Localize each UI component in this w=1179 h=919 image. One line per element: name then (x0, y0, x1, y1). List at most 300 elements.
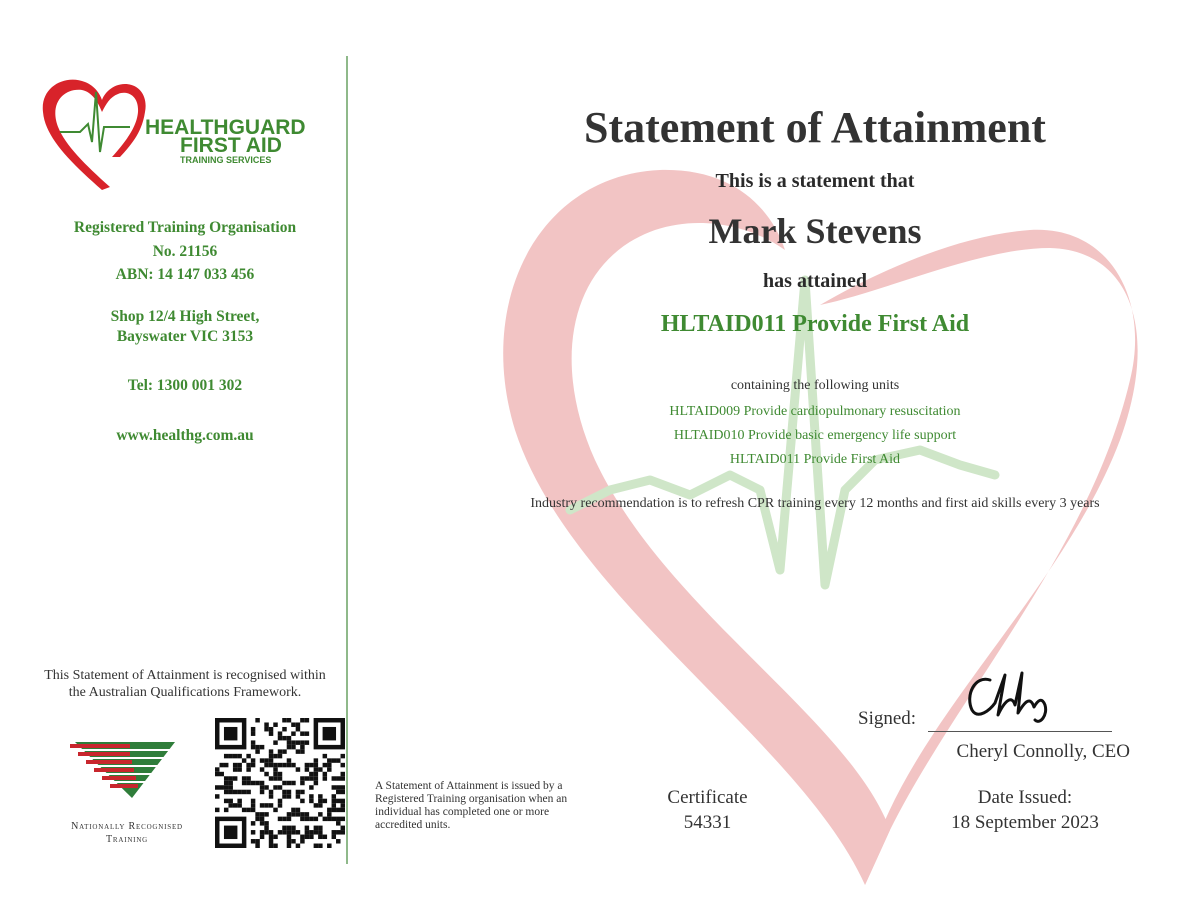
unit-item: HLTAID010 Provide basic emergency life support (673, 428, 957, 443)
nrt-label (52, 820, 202, 846)
logo-line2: FIRST AID (180, 134, 282, 157)
qr-module (282, 794, 286, 798)
qr-module (323, 817, 327, 821)
qr-module (224, 799, 228, 803)
qr-module (278, 817, 282, 821)
qr-module (273, 772, 277, 776)
qr-module (273, 785, 277, 789)
qr-module (314, 781, 318, 785)
qr-module (269, 844, 273, 848)
qr-module (255, 817, 259, 821)
qr-module (233, 803, 237, 807)
qr-module (305, 776, 309, 780)
abn: ABN: 14 147 033 456 (115, 266, 255, 283)
qr-module (278, 772, 282, 776)
qr-module (300, 781, 304, 785)
qr-module (323, 776, 327, 780)
date-issued-label: Date Issued: (977, 787, 1073, 808)
qr-module (269, 776, 273, 780)
qr-module (215, 794, 219, 798)
qr-module (323, 835, 327, 839)
qr-module (332, 808, 336, 812)
qr-module (224, 785, 228, 789)
qr-module (305, 835, 309, 839)
qr-module (260, 785, 264, 789)
qr-module (246, 776, 250, 780)
qr-module (269, 727, 273, 731)
qr-module (300, 799, 304, 803)
qr-module (309, 776, 313, 780)
qr-module (314, 772, 318, 776)
qr-finder-pattern (323, 727, 336, 740)
refresh-recommendation: Industry recommendation is to refresh CPR training every 12 months and first aid skills every 3 years (530, 496, 1100, 511)
rto-label: Registered Training Organisation (73, 219, 297, 236)
qr-module (287, 781, 291, 785)
qr-module (314, 803, 318, 807)
qr-module (300, 745, 304, 749)
qr-module (327, 767, 331, 771)
qr-module (318, 767, 322, 771)
qr-module (251, 727, 255, 731)
qr-module (251, 731, 255, 735)
qr-module (336, 830, 340, 834)
qr-module (291, 722, 295, 726)
qr-module (296, 844, 300, 848)
qr-module (269, 835, 273, 839)
qr-module (273, 767, 277, 771)
qr-module (291, 781, 295, 785)
qr-module (305, 812, 309, 816)
qr-module (341, 826, 345, 830)
qr-module (255, 839, 259, 843)
qr-module (251, 781, 255, 785)
qr-module (300, 740, 304, 744)
qr-finder-pattern (224, 826, 237, 839)
qr-module (336, 808, 340, 812)
qr-module (260, 790, 264, 794)
attained-text: has attained (763, 270, 867, 292)
logo-line3: TRAINING SERVICES (180, 155, 272, 165)
qr-module (287, 826, 291, 830)
qr-module (309, 835, 313, 839)
qr-module (260, 767, 264, 771)
qr-module (341, 754, 345, 758)
qr-module (287, 844, 291, 848)
qr-module (296, 749, 300, 753)
qr-module (260, 745, 264, 749)
qr-module (228, 803, 232, 807)
qr-module (233, 790, 237, 794)
qr-module (336, 839, 340, 843)
qr-module (251, 830, 255, 834)
qr-module (332, 817, 336, 821)
qr-module (264, 821, 268, 825)
qr-module (309, 794, 313, 798)
qr-module (260, 835, 264, 839)
qr-module (327, 808, 331, 812)
qr-module (332, 803, 336, 807)
qr-module (278, 736, 282, 740)
qr-module (296, 740, 300, 744)
qr-module (300, 812, 304, 816)
qr-module (300, 790, 304, 794)
qr-module (264, 758, 268, 762)
certificate-label: Certificate (667, 787, 748, 808)
qr-module (309, 817, 313, 821)
issue-note: A Statement of Attainment is issued by a Registered Training organisation when an individual has completed one or more accredited units. (375, 780, 568, 831)
qr-module (282, 749, 286, 753)
qr-module (282, 790, 286, 794)
qr-code[interactable] (215, 718, 345, 848)
qr-module (296, 808, 300, 812)
qr-module (224, 763, 228, 767)
qr-module (269, 830, 273, 834)
qr-module (300, 839, 304, 843)
qr-module (287, 758, 291, 762)
qr-module (287, 839, 291, 843)
qr-module (251, 758, 255, 762)
qr-module (251, 763, 255, 767)
qr-module (318, 803, 322, 807)
qr-module (332, 776, 336, 780)
qr-module (255, 844, 259, 848)
qr-module (278, 803, 282, 807)
qr-module (300, 749, 304, 753)
qr-module (291, 812, 295, 816)
qr-module (341, 785, 345, 789)
qr-module (332, 794, 336, 798)
qr-module (264, 727, 268, 731)
qr-module (314, 767, 318, 771)
qr-module (237, 763, 241, 767)
qr-finder-pattern (224, 727, 237, 740)
qr-module (251, 803, 255, 807)
qr-module (318, 794, 322, 798)
qr-module (296, 794, 300, 798)
qr-module (327, 817, 331, 821)
qr-module (332, 758, 336, 762)
address-line2: Bayswater VIC 3153 (116, 328, 254, 345)
qr-module (251, 740, 255, 744)
qr-module (264, 830, 268, 834)
qr-module (296, 790, 300, 794)
qr-module (278, 785, 282, 789)
qr-module (296, 830, 300, 834)
address-line1: Shop 12/4 High Street, (110, 308, 260, 325)
qr-module (242, 758, 246, 762)
qr-module (327, 844, 331, 848)
qr-module (282, 727, 286, 731)
qr-module (246, 763, 250, 767)
unit-item: HLTAID009 Provide cardiopulmonary resuscitation (669, 404, 961, 419)
qr-module (251, 821, 255, 825)
qr-module (341, 776, 345, 780)
qr-module (327, 812, 331, 816)
qr-module (228, 754, 232, 758)
qr-module (314, 826, 318, 830)
qr-module (282, 817, 286, 821)
qr-module (287, 817, 291, 821)
qr-module (273, 844, 277, 848)
handwritten-signature (960, 665, 1080, 727)
qr-module (255, 749, 259, 753)
qr-module (242, 808, 246, 812)
qr-module (273, 776, 277, 780)
qr-module (224, 776, 228, 780)
qr-module (246, 754, 250, 758)
qr-module (305, 767, 309, 771)
qr-module (269, 794, 273, 798)
qr-module (278, 749, 282, 753)
qr-module (269, 803, 273, 807)
qr-module (228, 799, 232, 803)
qr-module (314, 776, 318, 780)
qr-module (309, 830, 313, 834)
qr-module (278, 830, 282, 834)
qr-module (273, 835, 277, 839)
qr-module (309, 763, 313, 767)
qr-module (215, 772, 219, 776)
qr-module (318, 799, 322, 803)
qr-module (278, 731, 282, 735)
qr-module (224, 808, 228, 812)
qr-module (341, 799, 345, 803)
unit-item: HLTAID011 Provide First Aid (729, 452, 901, 467)
qr-module (219, 763, 223, 767)
qr-module (291, 740, 295, 744)
qr-module (251, 808, 255, 812)
qr-module (273, 740, 277, 744)
qr-module (296, 812, 300, 816)
qr-module (318, 830, 322, 834)
qr-module (314, 758, 318, 762)
qr-module (269, 754, 273, 758)
qr-module (341, 830, 345, 834)
qr-module (269, 758, 273, 762)
qr-module (264, 785, 268, 789)
nrt-label-line2: Training (105, 834, 149, 845)
qr-module (278, 776, 282, 780)
qr-module (251, 745, 255, 749)
qr-module (336, 785, 340, 789)
qr-module (246, 808, 250, 812)
qr-module (264, 826, 268, 830)
qr-module (287, 763, 291, 767)
qr-module (318, 812, 322, 816)
qr-module (233, 754, 237, 758)
qr-module (260, 758, 264, 762)
statement-text: This is a statement that (715, 170, 915, 192)
containing-units-label: containing the following units (730, 378, 900, 393)
qr-module (300, 731, 304, 735)
qr-module (332, 799, 336, 803)
qr-module (305, 740, 309, 744)
certificate-number: 54331 (683, 812, 732, 833)
qr-module (318, 835, 322, 839)
qr-module (287, 790, 291, 794)
qr-module (269, 839, 273, 843)
qr-module (341, 772, 345, 776)
rto-number: No. 21156 (152, 243, 218, 260)
qr-module (291, 731, 295, 735)
qr-module (224, 790, 228, 794)
qr-module (287, 740, 291, 744)
telephone: Tel: 1300 001 302 (127, 377, 243, 394)
qr-module (273, 763, 277, 767)
certificate-title: Statement of Attainment (584, 103, 1046, 152)
qr-module (237, 803, 241, 807)
qr-module (282, 763, 286, 767)
qr-module (242, 781, 246, 785)
qr-module (233, 776, 237, 780)
qr-module (251, 839, 255, 843)
qr-module (264, 812, 268, 816)
qr-module (246, 781, 250, 785)
qr-module (341, 817, 345, 821)
qr-module (242, 776, 246, 780)
qr-module (228, 781, 232, 785)
recipient-name: Mark Stevens (708, 211, 922, 251)
qr-module (323, 799, 327, 803)
qr-module (291, 839, 295, 843)
qr-module (314, 763, 318, 767)
qr-module (314, 830, 318, 834)
qr-module (305, 731, 309, 735)
qr-module (255, 781, 259, 785)
qr-module (278, 799, 282, 803)
qr-module (264, 763, 268, 767)
website: www.healthg.com.au (116, 427, 254, 444)
qr-module (327, 763, 331, 767)
qr-module (305, 830, 309, 834)
qr-module (336, 776, 340, 780)
qr-module (260, 812, 264, 816)
qr-module (332, 785, 336, 789)
signed-label: Signed: (858, 708, 917, 729)
qr-module (269, 731, 273, 735)
qr-module (300, 817, 304, 821)
signature-line (928, 731, 1112, 732)
qr-module (341, 803, 345, 807)
qr-module (215, 785, 219, 789)
qr-module (296, 767, 300, 771)
qr-module (260, 781, 264, 785)
qr-module (255, 745, 259, 749)
qr-module (287, 830, 291, 834)
qr-module (282, 736, 286, 740)
qr-module (233, 763, 237, 767)
qr-module (242, 790, 246, 794)
qr-module (237, 767, 241, 771)
logo-line1: HEALTHGUARD (145, 116, 306, 139)
qr-module (314, 817, 318, 821)
qr-module (318, 826, 322, 830)
qr-module (269, 763, 273, 767)
qr-module (336, 817, 340, 821)
qr-module (255, 718, 259, 722)
qr-module (219, 772, 223, 776)
qualification-title: HLTAID011 Provide First Aid (660, 311, 970, 337)
qr-module (341, 808, 345, 812)
qr-module (264, 772, 268, 776)
qr-module (309, 772, 313, 776)
qr-module (341, 763, 345, 767)
qr-module (282, 781, 286, 785)
qr-module (246, 790, 250, 794)
qr-module (215, 808, 219, 812)
qr-module (336, 790, 340, 794)
qr-module (264, 722, 268, 726)
qr-module (228, 776, 232, 780)
qr-module (287, 736, 291, 740)
qr-module (296, 722, 300, 726)
qr-module (260, 830, 264, 834)
qr-module (287, 812, 291, 816)
qr-module (278, 754, 282, 758)
qr-module (282, 718, 286, 722)
qr-module (282, 830, 286, 834)
qr-module (296, 727, 300, 731)
qr-module (300, 718, 304, 722)
aqf-recognition-note: This Statement of Attainment is recognised within the Australian Qualifications Framework. (44, 668, 326, 700)
qr-module (215, 767, 219, 771)
nationally-recognised-training-logo (70, 740, 180, 800)
qr-module (291, 763, 295, 767)
qr-module (273, 722, 277, 726)
nrt-label-line1: Nationally Recognised (71, 821, 183, 832)
qr-module (323, 772, 327, 776)
qr-module (318, 844, 322, 848)
qr-module (228, 790, 232, 794)
qr-module (269, 749, 273, 753)
qr-module (336, 821, 340, 825)
qr-module (287, 835, 291, 839)
qr-module (300, 835, 304, 839)
qr-module (282, 826, 286, 830)
qr-module (327, 758, 331, 762)
qr-module (273, 808, 277, 812)
qr-module (305, 763, 309, 767)
qr-module (332, 835, 336, 839)
qr-module (287, 794, 291, 798)
qr-module (264, 803, 268, 807)
qr-module (246, 767, 250, 771)
qr-module (300, 776, 304, 780)
qr-module (341, 790, 345, 794)
qr-module (233, 767, 237, 771)
qr-module (291, 830, 295, 834)
qr-module (287, 745, 291, 749)
qr-module (309, 785, 313, 789)
qr-module (224, 754, 228, 758)
qr-module (305, 817, 309, 821)
qr-module (336, 799, 340, 803)
qr-module (336, 758, 340, 762)
qr-module (291, 826, 295, 830)
qr-module (309, 799, 313, 803)
column-divider (346, 56, 348, 864)
qr-module (260, 821, 264, 825)
qr-module (278, 763, 282, 767)
healthguard-logo (40, 72, 340, 197)
signer-name: Cheryl Connolly, CEO (956, 741, 1130, 762)
qr-module (287, 718, 291, 722)
qr-module (224, 781, 228, 785)
qr-module (314, 844, 318, 848)
qr-module (228, 785, 232, 789)
qr-module (305, 826, 309, 830)
qr-module (237, 799, 241, 803)
